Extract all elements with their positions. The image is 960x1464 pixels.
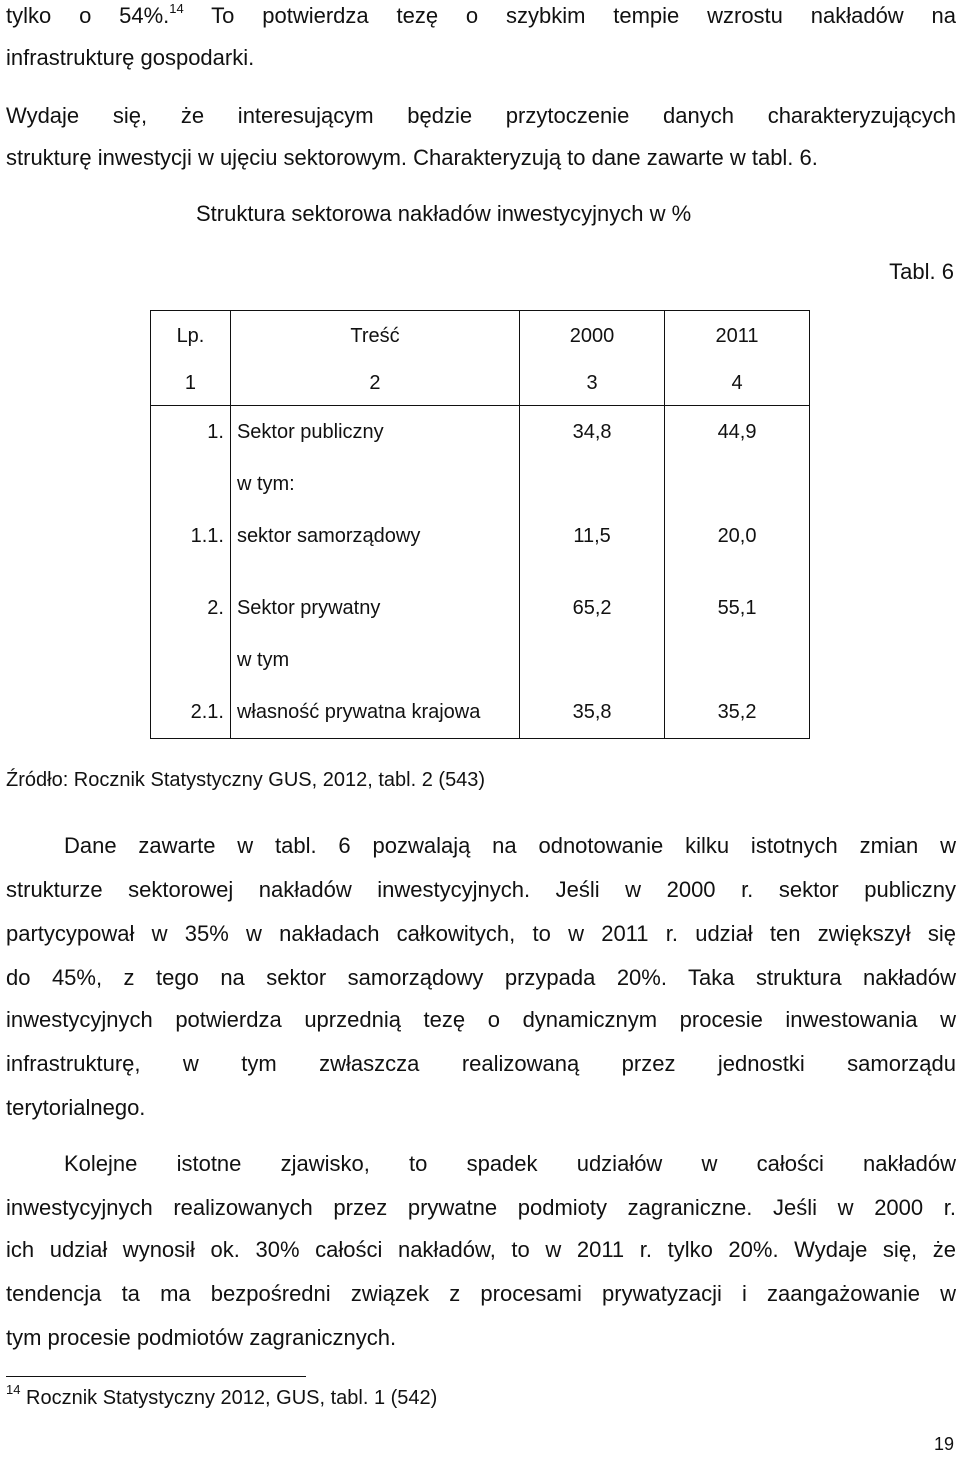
table-spacer-row xyxy=(151,562,810,582)
header-2000: 2000 xyxy=(520,311,665,362)
para1-line: partycypował w 35% w nakładach całkowitych, to w 2011 r. udział ten zwiększył się xyxy=(6,921,956,946)
para1-line: inwestycyjnych potwierdza uprzednią tezę o dynamicznym procesie inwestowania w xyxy=(6,1007,956,1032)
cell-tresc: własność prywatna krajowa xyxy=(230,686,519,739)
cell-tresc: sektor samorządowy xyxy=(230,510,519,562)
para2-line: inwestycyjnych realizowanych przez prywatne podmioty zagraniczne. Jeśli w 2000 r. xyxy=(6,1195,956,1220)
intro-text: tylko o 54%. xyxy=(6,3,170,28)
para2-line: ich udział wynosił ok. 30% całości nakładów, to w 2011 r. tylko 20%. Wydaje się, że xyxy=(6,1237,956,1262)
colnum-2: 2 xyxy=(230,361,519,406)
intro-line-4: strukturę inwestycji w ujęciu sektorowym. Charakteryzują to dane zawarte w tabl. 6. xyxy=(6,145,818,170)
table-colnum-row xyxy=(151,361,810,406)
intro-line-1 xyxy=(6,2,956,30)
intro-text: To potwierdza tezę o szybkim tempie wzrostu nakładów na xyxy=(183,3,956,28)
para2-line: Kolejne istotne zjawisko, to spadek udziałów w całości nakładów xyxy=(64,1151,956,1176)
cell-lp: 1.1. xyxy=(151,510,231,562)
colnum-1: 1 xyxy=(151,361,231,406)
cell-tresc: w tym: xyxy=(230,458,519,510)
table-header-row xyxy=(151,311,810,362)
header-2011: 2011 xyxy=(665,311,810,362)
cell-lp: 2. xyxy=(151,582,231,634)
cell-lp: 2.1. xyxy=(151,686,231,739)
table-row xyxy=(151,458,810,510)
footnote-separator xyxy=(6,1376,306,1377)
table-row xyxy=(151,406,810,459)
cell-2000: 34,8 xyxy=(520,406,665,459)
intro-line-3: Wydaje się, że interesującym będzie przytoczenie danych charakteryzujących xyxy=(6,103,956,128)
table-label: Tabl. 6 xyxy=(889,259,954,284)
para1-line: infrastrukturę, w tym zwłaszcza realizowaną przez jednostki samorządu xyxy=(6,1051,956,1076)
cell-2000: 35,8 xyxy=(520,686,665,739)
header-lp: Lp. xyxy=(151,311,231,362)
table-row xyxy=(151,686,810,739)
cell-2011 xyxy=(665,634,810,686)
cell-lp: 1. xyxy=(151,406,231,459)
cell-tresc: Sektor prywatny xyxy=(230,582,519,634)
cell-2011: 44,9 xyxy=(665,406,810,459)
header-tresc: Treść xyxy=(230,311,519,362)
cell-tresc: Sektor publiczny xyxy=(230,406,519,459)
table-row xyxy=(151,634,810,686)
page-number: 19 xyxy=(933,1434,954,1454)
table-row xyxy=(151,510,810,562)
footnote-text: Rocznik Statystyczny 2012, GUS, tabl. 1 (542) xyxy=(20,1387,438,1409)
footnote xyxy=(6,1384,437,1412)
table-caption: Struktura sektorowa nakładów inwestycyjnych w % xyxy=(196,201,692,226)
colnum-3: 3 xyxy=(520,361,665,406)
cell-tresc: w tym xyxy=(230,634,519,686)
cell-2011: 35,2 xyxy=(665,686,810,739)
para1-line: Dane zawarte w tabl. 6 pozwalają na odnotowanie kilku istotnych zmian w xyxy=(64,833,956,858)
colnum-4: 4 xyxy=(665,361,810,406)
para1-line: strukturze sektorowej nakładów inwestycyjnych. Jeśli w 2000 r. sektor publiczny xyxy=(6,877,956,902)
para1-line: do 45%, z tego na sektor samorządowy przypada 20%. Taka struktura nakładów xyxy=(6,965,956,990)
para1-line: terytorialnego. xyxy=(6,1095,146,1120)
cell-2011 xyxy=(665,458,810,510)
footnote-number: 14 xyxy=(6,1382,21,1398)
footnote-ref[interactable]: 14 xyxy=(169,0,184,16)
cell-2000: 11,5 xyxy=(520,510,665,562)
cell-2000: 65,2 xyxy=(520,582,665,634)
cell-2011: 55,1 xyxy=(665,582,810,634)
table-source: Źródło: Rocznik Statystyczny GUS, 2012, tabl. 2 (543) xyxy=(6,769,486,791)
cell-2011: 20,0 xyxy=(665,510,810,562)
para2-line: tym procesie podmiotów zagranicznych. xyxy=(6,1325,397,1350)
cell-2000 xyxy=(520,634,665,686)
intro-line-2: infrastrukturę gospodarki. xyxy=(6,45,255,70)
data-table xyxy=(150,310,810,739)
cell-lp xyxy=(151,634,231,686)
para2-line: tendencja ta ma bezpośredni związek z procesami prywatyzacji i zaangażowanie w xyxy=(6,1281,956,1306)
table-row xyxy=(151,582,810,634)
cell-lp xyxy=(151,458,231,510)
cell-2000 xyxy=(520,458,665,510)
